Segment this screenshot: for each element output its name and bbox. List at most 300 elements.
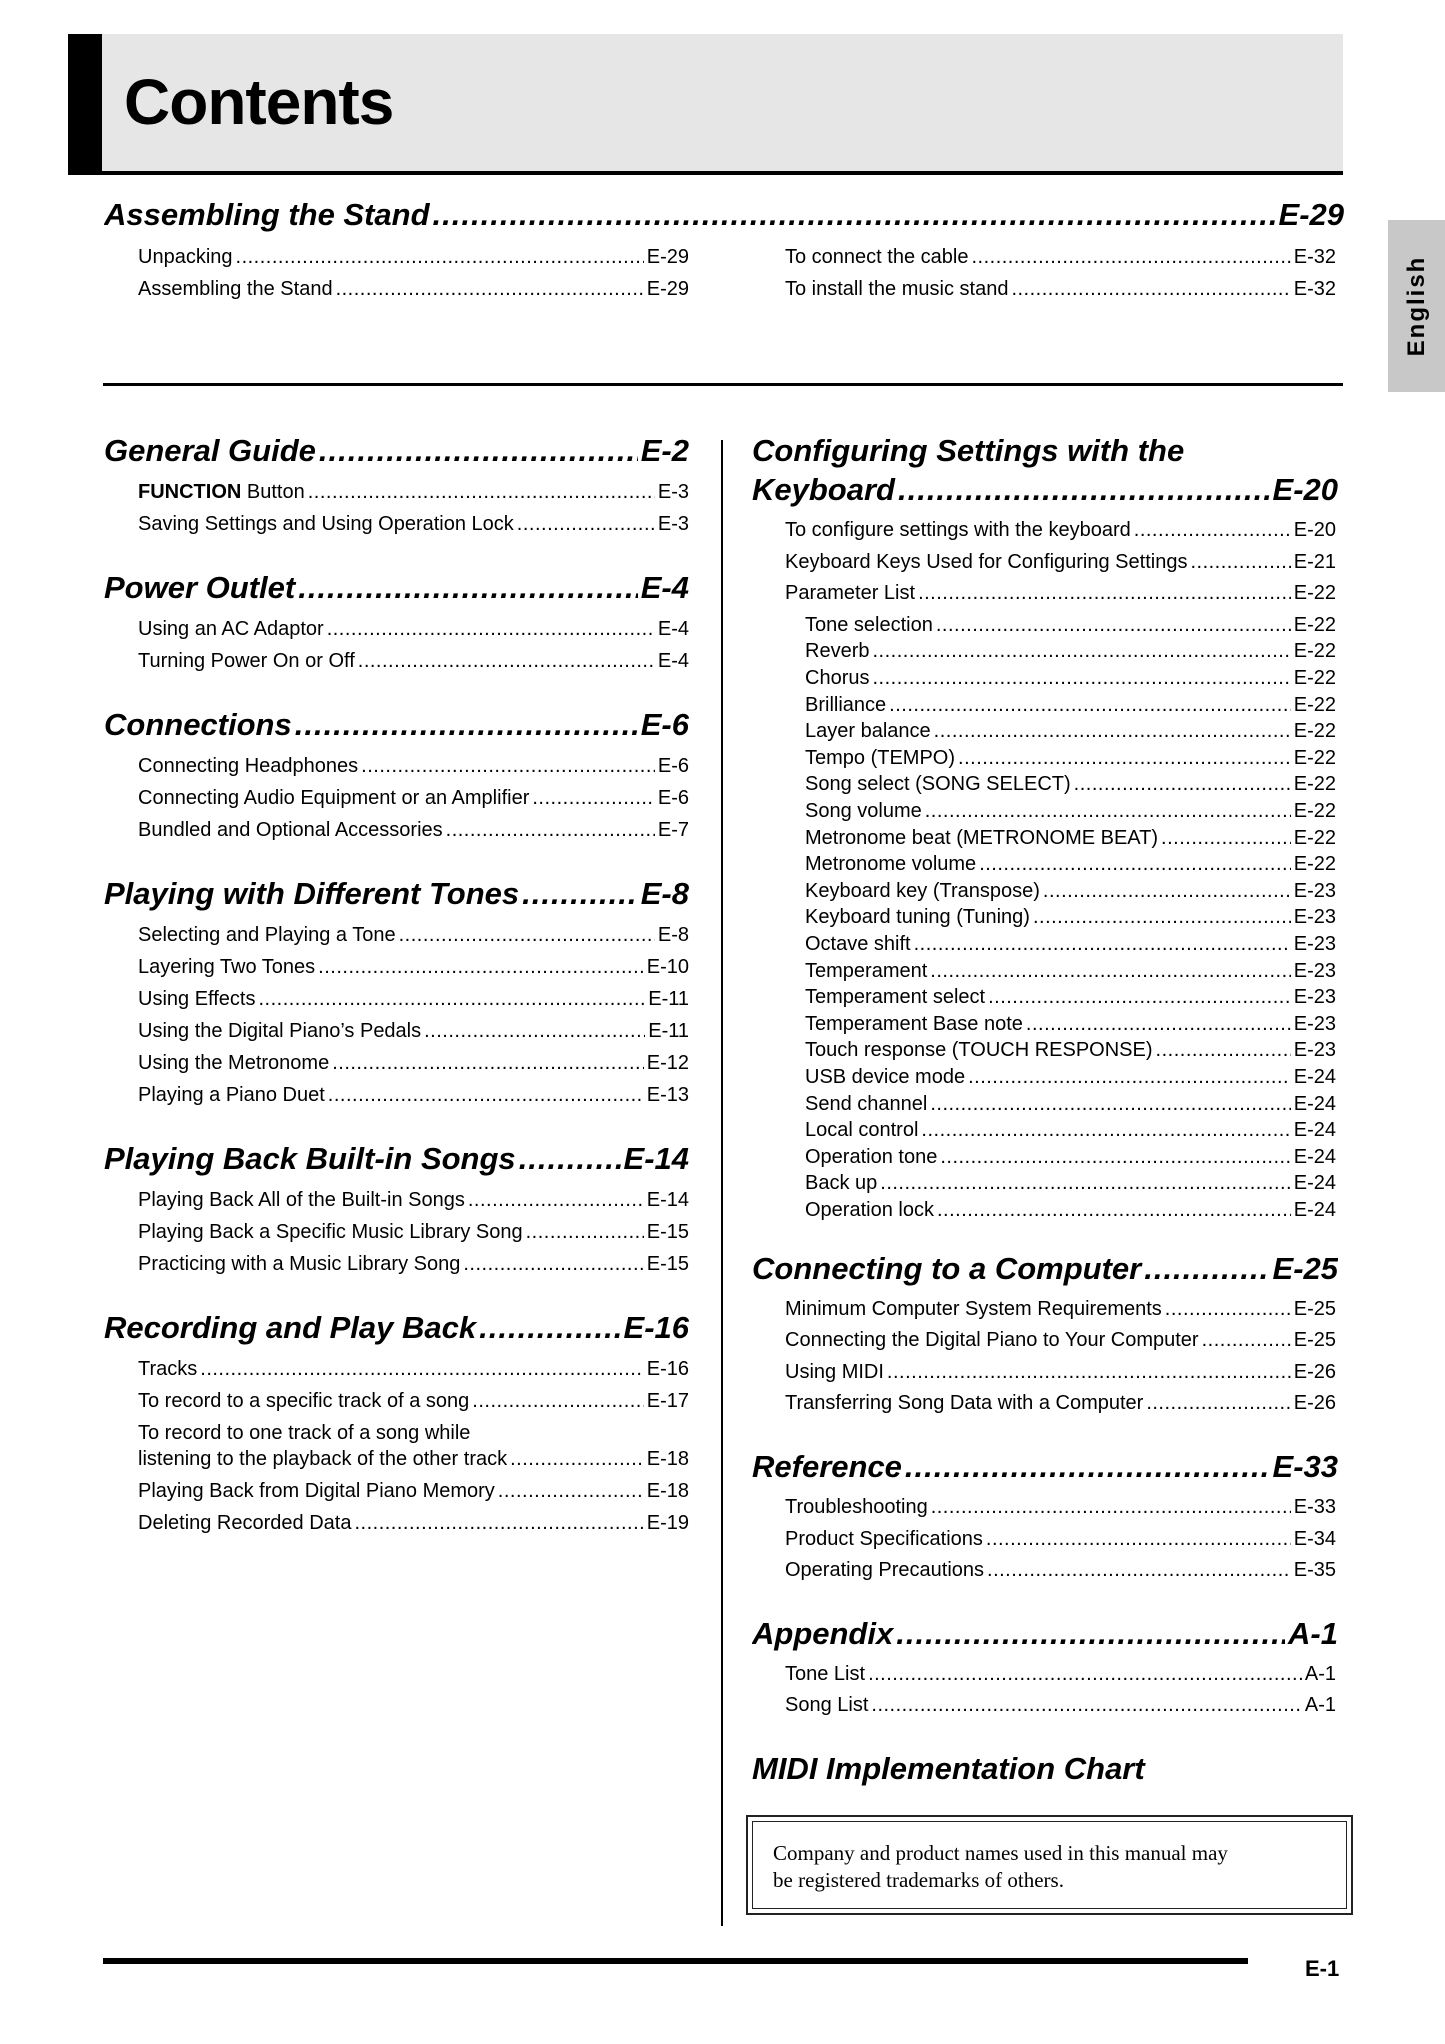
leader-dots xyxy=(358,648,655,674)
toc-entry-label: Metronome beat (METRONOME BEAT) xyxy=(805,826,1159,849)
toc-heading-page: E-14 xyxy=(623,1141,689,1176)
toc-entry-page: E-34 xyxy=(1293,1527,1336,1550)
toc-entry-label: To install the music stand xyxy=(785,278,1009,300)
toc-entry-label-rest: Button xyxy=(241,481,305,503)
toc-entry-page: E-15 xyxy=(646,1253,689,1275)
leader-dots xyxy=(424,1018,645,1044)
toc-entry-label: Keyboard Keys Used for Configuring Settings xyxy=(785,550,1188,573)
toc-heading-page: E-2 xyxy=(640,433,689,468)
toc-entry-label: Operation tone xyxy=(805,1145,938,1168)
toc-entry[interactable] xyxy=(785,276,1336,302)
toc-entry-page: E-10 xyxy=(646,956,689,978)
toc-heading[interactable] xyxy=(752,1249,1338,1289)
toc-entry-label: Temperament xyxy=(805,959,928,982)
toc-entry[interactable] xyxy=(138,954,689,980)
toc-entry-label: To configure settings with the keyboard xyxy=(785,519,1131,541)
leader-dots xyxy=(1033,904,1291,930)
toc-entry-page: E-24 xyxy=(1293,1092,1336,1115)
toc-subentry[interactable] xyxy=(805,1011,1336,1037)
toc-subentry[interactable] xyxy=(805,1144,1336,1170)
leader-dots xyxy=(930,958,1290,984)
leader-dots xyxy=(200,1356,643,1382)
leader-dots xyxy=(940,1144,1290,1170)
leader-dots xyxy=(1156,1037,1291,1063)
leader-dots xyxy=(522,874,638,914)
toc-heading-label: Power Outlet xyxy=(104,570,296,605)
toc-entry[interactable] xyxy=(138,986,689,1012)
leader-dots xyxy=(354,1510,643,1536)
leader-dots xyxy=(472,1388,643,1414)
toc-heading-page: E-16 xyxy=(623,1310,689,1345)
toc-entry-label: Keyboard tuning (Tuning) xyxy=(805,906,1030,929)
toc-entry-label: Bundled and Optional Accessories xyxy=(138,819,443,841)
toc-entry-page: E-23 xyxy=(1293,879,1336,902)
toc-subentry[interactable] xyxy=(805,798,1336,824)
toc-heading-label: General Guide xyxy=(104,433,316,468)
column-divider xyxy=(721,926,723,1926)
page-number: E-1 xyxy=(1305,1956,1340,1981)
toc-entry-page: E-19 xyxy=(646,1512,689,1534)
toc-subentry[interactable] xyxy=(805,1064,1336,1090)
toc-entry-page: E-18 xyxy=(646,1480,689,1502)
page-title: Contents xyxy=(124,66,394,138)
toc-entry-label xyxy=(138,479,305,505)
toc-entry-label: Temperament select xyxy=(805,986,986,1009)
toc-heading-page: E-6 xyxy=(640,707,689,742)
leader-dots xyxy=(937,1197,1291,1223)
leader-dots xyxy=(880,1170,1290,1196)
leader-dots xyxy=(988,984,1291,1010)
toc-entry-page: E-32 xyxy=(1293,246,1336,268)
toc-heading[interactable] xyxy=(104,431,689,471)
toc-entry[interactable] xyxy=(138,922,689,948)
toc-entry-page: E-16 xyxy=(646,1358,689,1380)
toc-entry[interactable] xyxy=(138,785,689,811)
toc-entry-label: To connect the cable xyxy=(785,246,969,268)
trademark-notice-text xyxy=(773,1840,1326,1894)
toc-heading[interactable] xyxy=(104,874,689,914)
notice-line: Company and product names used in this manual may xyxy=(773,1841,1228,1865)
toc-entry-label: Operating Precautions xyxy=(785,1559,985,1582)
leader-dots xyxy=(258,986,645,1012)
leader-dots xyxy=(987,1557,1291,1583)
toc-entry-page: E-25 xyxy=(1293,1329,1336,1352)
leader-dots xyxy=(517,511,655,537)
toc-entry-bold-prefix: FUNCTION xyxy=(138,481,242,503)
toc-heading[interactable] xyxy=(752,1447,1338,1487)
toc-subentry[interactable] xyxy=(805,692,1336,718)
notice-line: be registered trademarks of others. xyxy=(773,1868,1064,1892)
toc-entry[interactable] xyxy=(138,1446,689,1472)
toc-entry-page: E-29 xyxy=(646,246,689,268)
toc-entry[interactable] xyxy=(138,511,689,537)
toc-entry-label: Selecting and Playing a Tone xyxy=(138,924,396,946)
toc-subentry[interactable] xyxy=(805,771,1336,797)
toc-subentry[interactable] xyxy=(805,904,1336,930)
toc-entry[interactable] xyxy=(138,1050,689,1076)
toc-heading-label: Recording and Play Back xyxy=(104,1310,477,1345)
toc-heading-page: E-33 xyxy=(1272,1449,1338,1484)
toc-entry-page: E-26 xyxy=(1293,1360,1336,1383)
leader-dots xyxy=(468,1187,644,1213)
leader-dots xyxy=(971,244,1290,270)
toc-entry-page: E-22 xyxy=(1293,746,1336,769)
toc-entry-label: Turning Power On or Off xyxy=(138,650,355,672)
toc-entry-page: E-22 xyxy=(1293,667,1336,689)
toc-heading-page: E-4 xyxy=(640,570,689,605)
toc-entry-page: E-26 xyxy=(1293,1392,1336,1415)
toc-heading-page: E-29 xyxy=(1278,197,1344,232)
toc-entry-label: Using an AC Adaptor xyxy=(138,618,324,640)
toc-entry[interactable] xyxy=(785,1661,1336,1687)
toc-entry-label: Connecting Headphones xyxy=(138,755,359,777)
toc-subentry[interactable] xyxy=(805,878,1336,904)
leader-dots xyxy=(526,1219,644,1245)
toc-entry-page: E-32 xyxy=(1293,278,1336,300)
toc-entry-page: E-23 xyxy=(1293,986,1336,1009)
toc-entry-label: Song select (SONG SELECT) xyxy=(805,773,1071,796)
toc-heading-page: E-8 xyxy=(640,876,689,911)
leader-dots xyxy=(433,195,1276,235)
toc-entry[interactable] xyxy=(138,648,689,674)
toc-entry-page: E-24 xyxy=(1293,1199,1336,1221)
toc-entry[interactable] xyxy=(138,244,689,270)
toc-entry-page: E-14 xyxy=(646,1189,689,1211)
leader-dots xyxy=(308,479,655,505)
toc-entry-page: E-20 xyxy=(1293,519,1336,541)
leader-dots xyxy=(399,922,655,948)
leader-dots xyxy=(532,785,655,811)
toc-subentry[interactable] xyxy=(805,1117,1336,1143)
leader-dots xyxy=(298,568,638,608)
toc-entry-label: Playing Back a Specific Music Library Song xyxy=(138,1221,523,1243)
toc-entry-page: E-24 xyxy=(1293,1172,1336,1195)
toc-entry-label: Temperament Base note xyxy=(805,1012,1023,1035)
leader-dots xyxy=(936,612,1291,638)
toc-heading-label: Connections xyxy=(104,707,292,742)
toc-entry-label: Parameter List xyxy=(785,582,916,605)
toc-entry-page: E-4 xyxy=(657,650,689,672)
toc-entry-label: Connecting the Digital Piano to Your Computer xyxy=(785,1329,1199,1352)
toc-entry-label: Troubleshooting xyxy=(785,1496,928,1518)
leader-dots xyxy=(236,244,644,270)
leader-dots xyxy=(510,1446,644,1472)
toc-entry-label: Playing Back from Digital Piano Memory xyxy=(138,1480,495,1502)
leader-dots xyxy=(931,1494,1291,1520)
toc-entry-label: Song volume xyxy=(805,800,922,822)
toc-heading[interactable] xyxy=(104,705,689,745)
toc-entry-label: Playing Back All of the Built-in Songs xyxy=(138,1189,465,1211)
toc-entry[interactable] xyxy=(138,1219,689,1245)
toc-heading-label: Playing Back Built-in Songs xyxy=(104,1141,516,1176)
toc-entry[interactable] xyxy=(138,1388,689,1414)
toc-entry-label: Using MIDI xyxy=(785,1360,884,1383)
leader-dots xyxy=(918,580,1291,606)
toc-entry[interactable] xyxy=(785,1526,1336,1552)
toc-heading-page: A-1 xyxy=(1288,1615,1338,1651)
toc-entry-label: Using Effects xyxy=(138,988,256,1010)
toc-heading[interactable] xyxy=(752,470,1338,510)
toc-entry-page: E-29 xyxy=(646,278,689,300)
toc-heading-label: Reference xyxy=(752,1449,902,1484)
toc-heading-label: MIDI Implementation Chart xyxy=(752,1751,1145,1786)
toc-entry-page: E-33 xyxy=(1293,1496,1336,1518)
toc-entry-page: E-3 xyxy=(657,481,689,503)
leader-dots xyxy=(871,1692,1301,1718)
toc-entry[interactable] xyxy=(138,1082,689,1108)
toc-heading-label: Assembling the Stand xyxy=(104,197,430,232)
toc-entry-label: Practicing with a Music Library Song xyxy=(138,1253,461,1275)
leader-dots xyxy=(295,705,638,745)
toc-entry[interactable] xyxy=(138,753,689,779)
toc-entry[interactable] xyxy=(138,1356,689,1382)
toc-heading-page: E-25 xyxy=(1272,1250,1338,1286)
toc-subentry[interactable] xyxy=(805,612,1336,638)
toc-entry-page: E-22 xyxy=(1293,720,1336,743)
toc-subentry[interactable] xyxy=(805,745,1336,771)
toc-entry-page: E-6 xyxy=(657,787,689,809)
leader-dots xyxy=(868,1661,1302,1687)
toc-entry[interactable] xyxy=(785,580,1336,606)
toc-subentry[interactable] xyxy=(805,665,1336,691)
leader-dots xyxy=(1161,825,1291,851)
column-divider xyxy=(721,440,723,926)
toc-entry-label: Deleting Recorded Data xyxy=(138,1512,352,1534)
toc-entry-page: E-6 xyxy=(657,755,689,777)
toc-entry-page: E-22 xyxy=(1293,640,1336,663)
toc-entry-page: E-22 xyxy=(1293,613,1336,636)
leader-dots xyxy=(479,1308,620,1348)
leader-dots xyxy=(1026,1011,1291,1037)
leader-dots xyxy=(319,431,638,471)
header-underline xyxy=(68,171,1343,175)
toc-heading[interactable] xyxy=(104,1139,689,1179)
toc-subentry[interactable] xyxy=(805,851,1336,877)
toc-subentry[interactable] xyxy=(805,1197,1336,1223)
leader-dots xyxy=(958,745,1291,771)
toc-entry-page: E-3 xyxy=(657,513,689,535)
toc-entry[interactable] xyxy=(785,549,1336,575)
toc-entry[interactable] xyxy=(138,1510,689,1536)
leader-dots xyxy=(1165,1296,1291,1322)
header-accent-bar xyxy=(68,34,102,175)
toc-entry[interactable] xyxy=(138,1018,689,1044)
toc-entry-page: E-22 xyxy=(1293,582,1336,605)
leader-dots xyxy=(1043,878,1291,904)
toc-entry-label: Operation lock xyxy=(805,1199,934,1221)
trademark-notice xyxy=(746,1815,1353,1915)
toc-entry[interactable] xyxy=(785,1327,1336,1353)
leader-dots xyxy=(934,718,1291,744)
toc-entry-page: E-11 xyxy=(648,988,689,1010)
toc-entry[interactable] xyxy=(785,1494,1336,1520)
footer-rule xyxy=(103,1958,1248,1964)
toc-entry-label: Product Specifications xyxy=(785,1527,983,1550)
toc-entry-page: E-12 xyxy=(646,1052,689,1074)
toc-entry-line xyxy=(138,1420,470,1446)
toc-entry[interactable] xyxy=(138,616,689,642)
toc-entry-page: E-22 xyxy=(1293,826,1336,849)
toc-subentry[interactable] xyxy=(805,1091,1336,1117)
toc-entry-page: E-13 xyxy=(646,1084,689,1106)
toc-entry[interactable] xyxy=(785,1390,1336,1416)
toc-entry-label: Unpacking xyxy=(138,246,233,268)
leader-dots xyxy=(1146,1390,1290,1416)
leader-dots xyxy=(872,638,1290,664)
leader-dots xyxy=(328,1082,644,1108)
toc-entry-page: A-1 xyxy=(1304,1662,1336,1685)
toc-entry-label: Touch response (TOUCH RESPONSE) xyxy=(805,1039,1153,1062)
leader-dots xyxy=(925,798,1291,824)
toc-entry-label: Saving Settings and Using Operation Lock xyxy=(138,513,514,535)
leader-dots xyxy=(318,954,644,980)
toc-subentry[interactable] xyxy=(805,1037,1336,1063)
toc-entry-label: Tempo (TEMPO) xyxy=(805,746,956,769)
toc-entry-page: E-35 xyxy=(1293,1559,1336,1582)
toc-entry[interactable] xyxy=(785,1359,1336,1385)
leader-dots xyxy=(896,1614,1285,1654)
section-divider xyxy=(103,383,1343,386)
toc-entry-label: Send channel xyxy=(805,1092,928,1115)
toc-entry-page: E-23 xyxy=(1293,933,1336,955)
toc-entry-label: Metronome volume xyxy=(805,853,977,876)
toc-entry-page: E-23 xyxy=(1293,959,1336,982)
language-tab-label: English xyxy=(1402,255,1430,357)
toc-entry-label: listening to the playback of the other track xyxy=(138,1448,508,1470)
toc-entry-label: To record to a specific track of a song xyxy=(138,1390,470,1412)
leader-dots xyxy=(921,1117,1290,1143)
toc-entry-page: E-24 xyxy=(1293,1119,1336,1142)
toc-subentry[interactable] xyxy=(805,638,1336,664)
toc-entry-label: Layer balance xyxy=(805,720,931,743)
toc-heading-page: E-20 xyxy=(1272,472,1338,507)
leader-dots xyxy=(498,1478,644,1504)
toc-heading[interactable] xyxy=(104,195,1344,235)
toc-entry-label: Connecting Audio Equipment or an Amplifier xyxy=(138,787,530,809)
toc-subentry[interactable] xyxy=(805,1170,1336,1196)
toc-entry-page: E-22 xyxy=(1293,853,1336,876)
toc-entry-label: Local control xyxy=(805,1119,919,1142)
toc-entry-label: Tone List xyxy=(785,1662,866,1685)
toc-entry-label: USB device mode xyxy=(805,1066,966,1088)
toc-entry-label: Assembling the Stand xyxy=(138,278,333,300)
toc-subentry[interactable] xyxy=(805,984,1336,1010)
toc-entry-label: Brilliance xyxy=(805,693,887,716)
toc-entry-label: Reverb xyxy=(805,640,870,663)
leader-dots xyxy=(332,1050,644,1076)
toc-heading-label: Playing with Different Tones xyxy=(104,876,520,911)
toc-entry-label: Tracks xyxy=(138,1358,198,1380)
leader-dots xyxy=(898,470,1270,510)
toc-heading-label: Keyboard xyxy=(752,472,895,507)
leader-dots xyxy=(1202,1327,1291,1353)
toc-entry-label: Transferring Song Data with a Computer xyxy=(785,1392,1144,1415)
toc-entry[interactable] xyxy=(138,817,689,843)
toc-entry-label: Playing a Piano Duet xyxy=(138,1084,325,1106)
leader-dots xyxy=(968,1064,1291,1090)
leader-dots xyxy=(872,665,1290,691)
toc-entry[interactable] xyxy=(785,244,1336,270)
toc-entry-page: E-22 xyxy=(1293,773,1336,796)
toc-entry-label: Tone selection xyxy=(805,613,933,636)
leader-dots xyxy=(914,931,1291,957)
toc-heading-label: Connecting to a Computer xyxy=(752,1250,1142,1286)
toc-entry-label: Using the Metronome xyxy=(138,1052,330,1074)
toc-entry[interactable] xyxy=(138,276,689,302)
leader-dots xyxy=(986,1526,1291,1552)
toc-subentry[interactable] xyxy=(805,825,1336,851)
toc-subentry[interactable] xyxy=(805,718,1336,744)
toc-entry-page: E-23 xyxy=(1293,906,1336,929)
leader-dots xyxy=(889,692,1291,718)
toc-entry-page: E-25 xyxy=(1293,1297,1336,1320)
toc-entry-label: Chorus xyxy=(805,667,870,689)
toc-entry-line-text: To record to one track of a song while xyxy=(138,1422,471,1444)
toc-entry-label: Layering Two Tones xyxy=(138,956,316,978)
leader-dots xyxy=(463,1251,643,1277)
leader-dots xyxy=(1190,549,1290,575)
toc-entry-page: E-7 xyxy=(657,819,689,841)
toc-heading[interactable] xyxy=(104,568,689,608)
toc-heading-line-text: Configuring Settings with the xyxy=(752,433,1185,468)
trademark-notice-inner-border xyxy=(752,1821,1347,1909)
leader-dots xyxy=(887,1359,1291,1385)
toc-entry-page: E-22 xyxy=(1293,800,1336,822)
leader-dots xyxy=(336,276,644,302)
toc-entry[interactable] xyxy=(785,517,1336,543)
leader-dots xyxy=(905,1447,1270,1487)
toc-entry-page: E-22 xyxy=(1293,693,1336,716)
leader-dots xyxy=(519,1139,621,1179)
leader-dots xyxy=(979,851,1291,877)
leader-dots xyxy=(1144,1249,1269,1289)
toc-entry-page: E-23 xyxy=(1293,1012,1336,1035)
leader-dots xyxy=(1074,771,1291,797)
toc-heading[interactable] xyxy=(104,1308,689,1348)
leader-dots xyxy=(361,753,655,779)
toc-entry[interactable] xyxy=(785,1296,1336,1322)
toc-entry[interactable] xyxy=(138,1187,689,1213)
toc-subentry[interactable] xyxy=(805,931,1336,957)
toc-heading-label: Appendix xyxy=(752,1615,894,1651)
toc-entry-label: Back up xyxy=(805,1172,878,1195)
toc-entry-label: Keyboard key (Transpose) xyxy=(805,879,1040,902)
toc-entry-page: E-15 xyxy=(646,1221,689,1243)
toc-entry-page: E-21 xyxy=(1293,550,1336,573)
toc-heading-line xyxy=(752,431,1184,471)
toc-entry-label: Using the Digital Piano’s Pedals xyxy=(138,1020,422,1042)
toc-entry-page: A-1 xyxy=(1304,1694,1336,1717)
toc-subentry[interactable] xyxy=(805,958,1336,984)
toc-entry[interactable] xyxy=(138,1478,689,1504)
toc-entry[interactable] xyxy=(785,1557,1336,1583)
leader-dots xyxy=(327,616,655,642)
toc-heading[interactable] xyxy=(752,1749,1338,1789)
leader-dots xyxy=(1011,276,1290,302)
toc-entry[interactable] xyxy=(138,479,689,505)
toc-entry-label: Octave shift xyxy=(805,933,911,955)
toc-entry-page: E-24 xyxy=(1293,1066,1336,1088)
toc-entry[interactable] xyxy=(785,1692,1336,1718)
toc-entry-page: E-8 xyxy=(657,924,689,946)
toc-entry-page: E-17 xyxy=(646,1390,689,1412)
leader-dots xyxy=(1134,517,1291,543)
language-tab xyxy=(1388,220,1445,392)
leader-dots xyxy=(930,1091,1290,1117)
toc-entry[interactable] xyxy=(138,1251,689,1277)
toc-entry-page: E-24 xyxy=(1293,1145,1336,1168)
toc-heading[interactable] xyxy=(752,1614,1338,1654)
